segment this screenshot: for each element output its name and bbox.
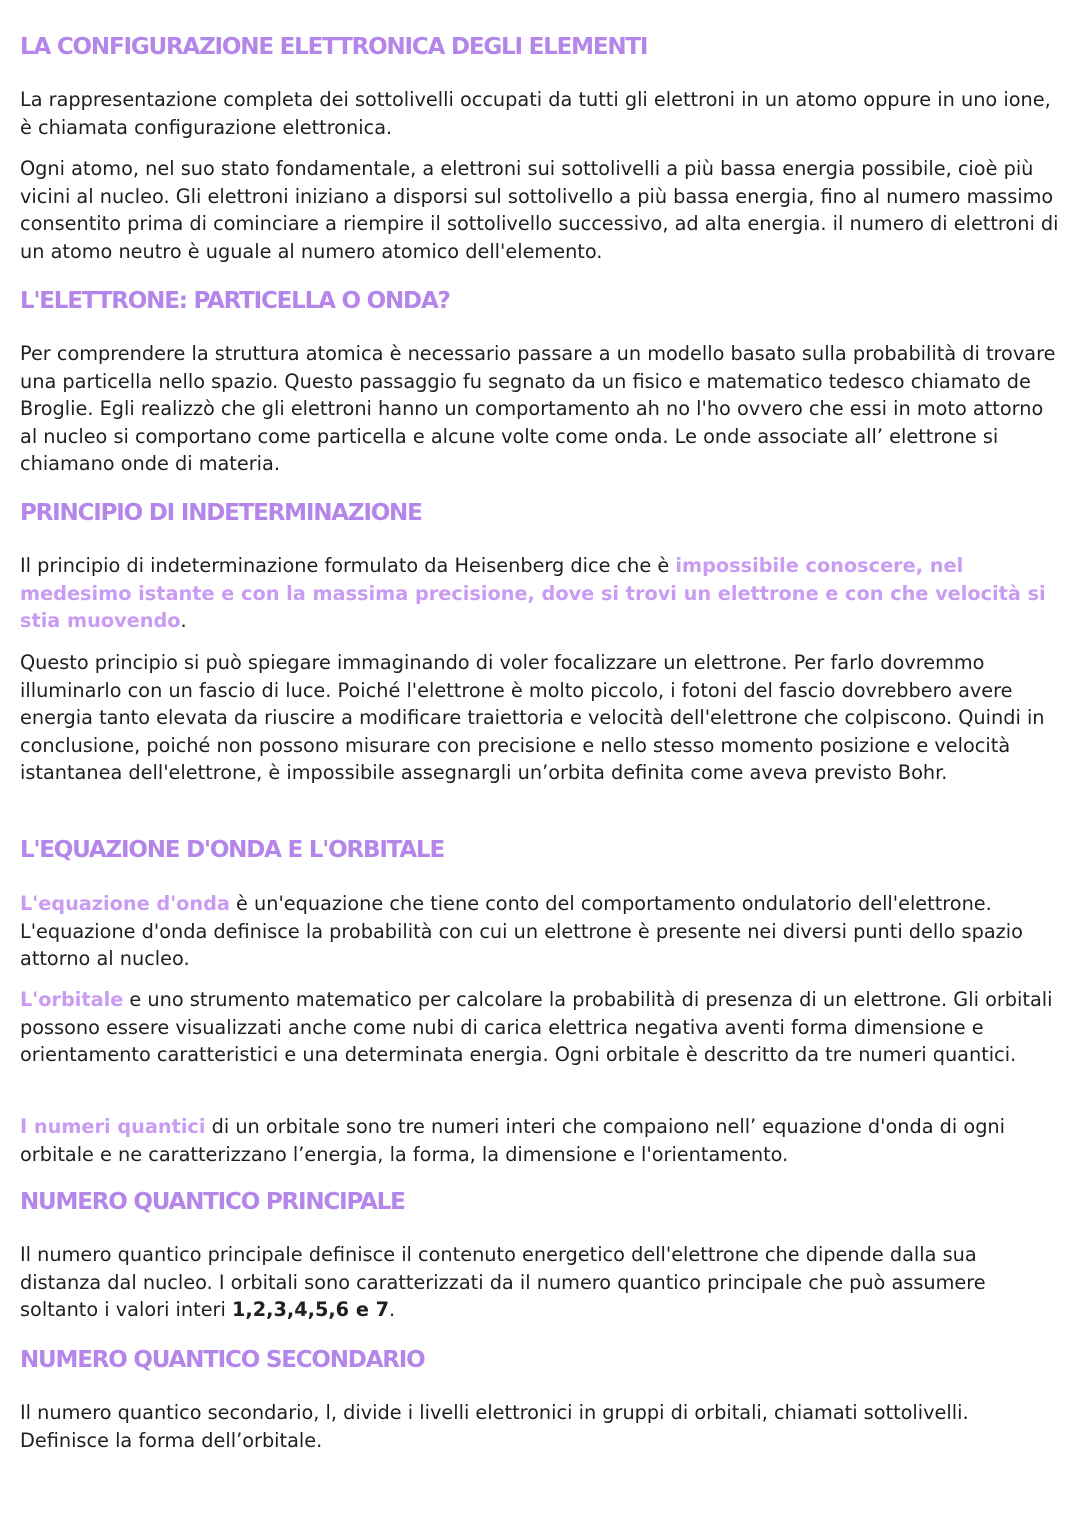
bold-values: 1,2,3,4,5,6 e 7: [231, 1298, 390, 1322]
highlighted-term: L'orbitale: [20, 988, 124, 1011]
highlighted-term: I numeri quantici: [20, 1115, 206, 1138]
highlighted-term: L'equazione d'onda: [20, 892, 230, 915]
text-run: di un orbitale sono tre numeri interi che compaiono nell’ equazione d'onda di ogni orbitale e ne caratterizzano l’energia, la forma, la dimensione e l'orientamento.: [20, 1115, 1006, 1166]
highlighted-text: impossibile conoscere, nel medesimo istante e con la massima precisione, dove si trovi un elettrone e con che velocità si stia muovendo: [20, 554, 1046, 633]
paragraph: [20, 986, 1060, 1069]
paragraph: Per comprendere la struttura atomica è necessario passare a un modello basato sulla probabilità di trovare una particella nello spazio. Questo passaggio fu segnato da un fisico e matematico tedesco chiamato de Broglie. Egli realizzò che gli elettroni hanno un comportamento ah no l'ho ovvero che essi in moto attorno al nucleo si comportano come particella e alcune volte come onda. Le onde associate all’ elettrone si chiamano onde di materia.: [20, 342, 1056, 476]
paragraph: [20, 552, 1060, 635]
section-heading-numero-secondario: NUMERO QUANTICO SECONDARIO: [20, 1347, 425, 1373]
text-run: e uno strumento matematico per calcolare la probabilità di presenza di un elettrone. Gli orbitali possono essere visualizzati anche come nubi di carica elettrica negativa aventi forma dimensione e orientamento caratteristici e una determinata energia. Ogni orbitale è descritto da tre numeri quantici.: [20, 988, 1053, 1067]
paragraph: Questo principio si può spiegare immaginando di voler focalizzare un elettrone. Per farlo dovremmo illuminarlo con un fascio di luce. Poiché l'elettrone è molto piccolo, i fotoni del fascio dovrebbero avere energia tanto elevata da riuscire a modificare traiettoria e velocità dell'elettrone che colpiscono. Quindi in conclusione, poiché non possono misurare con precisione e nello stesso momento posizione e velocità istantanea dell'elettrone, è impossibile assegnargli un’orbita definita come aveva previsto Bohr.: [20, 651, 1045, 785]
section-heading-equazione-onda: L'EQUAZIONE D'ONDA E L'ORBITALE: [20, 837, 444, 863]
paragraph: Il numero quantico secondario, l, divide i livelli elettronici in gruppi di orbitali, chiamati sottolivelli. Definisce la forma dell’orbitale.: [20, 1401, 969, 1452]
text-run: .: [389, 1298, 396, 1322]
section-heading-elettrone: L'ELETTRONE: PARTICELLA O ONDA?: [20, 288, 450, 314]
section-heading-configurazione: LA CONFIGURAZIONE ELETTRONICA DEGLI ELEMENTI: [20, 34, 648, 60]
paragraph: [20, 1241, 1060, 1324]
text-run: Il principio di indeterminazione formulato da Heisenberg dice che è: [20, 554, 676, 577]
paragraph: La rappresentazione completa dei sottolivelli occupati da tutti gli elettroni in un atomo oppure in uno ione, è chiamata configurazione elettronica.: [20, 88, 1051, 139]
text-run: .: [180, 609, 187, 633]
paragraph: Ogni atomo, nel suo stato fondamentale, a elettroni sui sottolivelli a più bassa energia possibile, cioè più vicini al nucleo. Gli elettroni iniziano a disporsi sul sottolivello a più bassa energia, fino al numero massimo consentito prima di cominciare a riempire il sottolivello successivo, ad alta energia. il numero di elettroni di un atomo neutro è uguale al numero atomico dell'elemento.: [20, 157, 1059, 263]
paragraph: [20, 890, 1060, 973]
section-heading-numero-principale: NUMERO QUANTICO PRINCIPALE: [20, 1189, 405, 1215]
section-heading-indeterminazione: PRINCIPIO DI INDETERMINAZIONE: [20, 500, 422, 526]
text-run: è un'equazione che tiene conto del comportamento ondulatorio dell'elettrone. L'equazione d'onda definisce la probabilità con cui un elettrone è presente nei diversi punti dello spazio attorno al nucleo.: [20, 892, 1023, 971]
text-run: Il numero quantico principale definisce il contenuto energetico dell'elettrone che dipende dalla sua distanza dal nucleo. I orbitali sono caratterizzati da il numero quantico principale che può assumere soltanto i valori interi: [20, 1243, 986, 1322]
paragraph: [20, 1113, 1060, 1168]
